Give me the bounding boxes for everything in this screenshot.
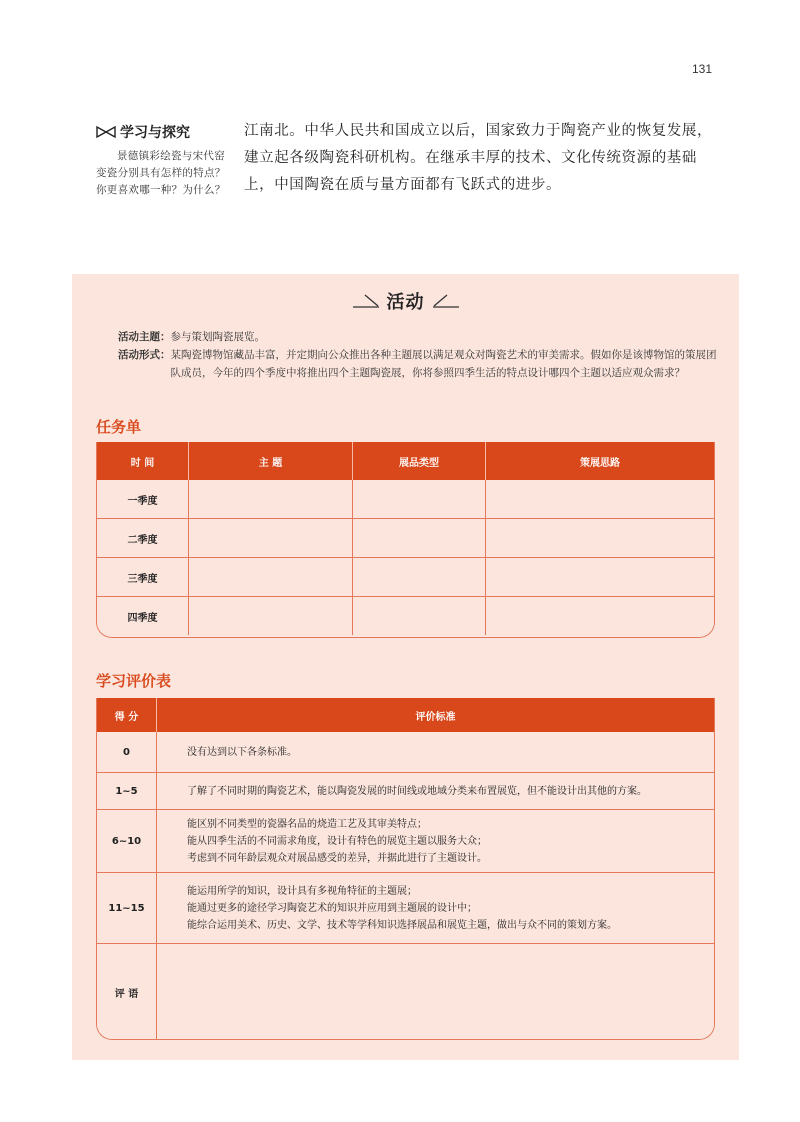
task-sheet-title: 任务单 [96, 418, 142, 436]
task-cell-exhibit-type[interactable] [353, 596, 486, 635]
task-table-header-row [97, 442, 714, 480]
task-row-quarter: 二季度 [97, 518, 189, 557]
task-row-quarter: 一季度 [97, 480, 189, 518]
task-cell-theme[interactable] [189, 596, 353, 635]
table-row [97, 809, 714, 872]
task-table [97, 442, 714, 635]
evaluation-header-score: 得 分 [97, 698, 157, 732]
evaluation-score: 1~5 [97, 772, 157, 809]
table-row [97, 557, 714, 596]
task-table-frame [96, 442, 715, 638]
evaluation-table-frame [96, 698, 715, 1040]
task-cell-curation-idea[interactable] [486, 596, 714, 635]
task-cell-theme[interactable] [189, 480, 353, 518]
table-row [97, 596, 714, 635]
criteria-line: 能通过更多的途径学习陶瓷艺术的知识并应用到主题展的设计中； [187, 902, 477, 914]
task-cell-curation-idea[interactable] [486, 518, 714, 557]
task-row-quarter: 三季度 [97, 557, 189, 596]
task-cell-curation-idea[interactable] [486, 480, 714, 518]
evaluation-criteria [157, 772, 714, 809]
sidenote [96, 122, 226, 199]
activity-theme-row [118, 328, 718, 346]
task-header-curation-idea: 策展思路 [486, 442, 714, 480]
table-row [97, 480, 714, 518]
activity-heading [72, 288, 739, 314]
bowtie-icon [96, 126, 116, 138]
page-number: 131 [691, 62, 712, 76]
criteria-line: 能运用所学的知识，设计具有多视角特征的主题展； [187, 885, 417, 897]
sidenote-title-text: 学习与探究 [120, 125, 190, 141]
task-cell-theme[interactable] [189, 557, 353, 596]
evaluation-score: 11~15 [97, 872, 157, 943]
activity-panel [72, 274, 739, 1060]
activity-form-row [118, 346, 718, 382]
activity-theme-text: 参与策划陶瓷展览。 [170, 331, 265, 343]
task-header-exhibit-type: 展品类型 [353, 442, 486, 480]
task-cell-curation-idea[interactable] [486, 557, 714, 596]
activity-theme-label: 活动主题： [118, 331, 171, 343]
table-row [97, 772, 714, 809]
evaluation-comment-field[interactable] [157, 943, 714, 1040]
criteria-line: 能区别不同类型的瓷器名品的烧造工艺及其审美特点； [187, 818, 427, 830]
task-cell-exhibit-type[interactable] [353, 518, 486, 557]
criteria-line: 能从四季生活的不同需求角度，设计有特色的展览主题以服务大众； [187, 835, 487, 847]
evaluation-header-row [97, 698, 714, 732]
task-cell-exhibit-type[interactable] [353, 557, 486, 596]
table-row [97, 732, 714, 772]
body-paragraph: 江南北。中华人民共和国成立以后，国家致力于陶瓷产业的恢复发展，建立起各级陶瓷科研机构。在继承丰厚的技术、文化传统资源的基础上，中国陶瓷在质与量方面都有飞跃式的进步。 [244, 123, 713, 193]
table-row [97, 518, 714, 557]
task-header-theme: 主 题 [189, 442, 353, 480]
activity-form-label: 活动形式： [118, 349, 171, 361]
task-cell-exhibit-type[interactable] [353, 480, 486, 518]
task-header-time: 时 间 [97, 442, 189, 480]
criteria-line: 能综合运用美术、历史、文学、技术等学科知识选择展品和展览主题，做出与众不同的策划方案。 [187, 919, 617, 931]
criteria-line: 没有达到以下各条标准。 [187, 746, 297, 758]
evaluation-table [97, 698, 714, 1040]
task-row-quarter: 四季度 [97, 596, 189, 635]
evaluation-criteria [157, 732, 714, 772]
sidenote-title [96, 122, 226, 142]
criteria-line: 考虑到不同年龄层观众对展品感受的差异，并据此进行了主题设计。 [187, 852, 487, 864]
heading-right-ornament-icon [431, 292, 461, 310]
evaluation-header-criteria: 评价标准 [157, 698, 714, 732]
activity-heading-text: 活动 [386, 292, 425, 313]
table-row [97, 872, 714, 943]
table-row [97, 943, 714, 1040]
evaluation-criteria [157, 809, 714, 872]
criteria-line: 了解了不同时期的陶瓷艺术，能以陶瓷发展的时间线或地域分类来布置展览，但不能设计出其他的方案。 [187, 785, 647, 797]
heading-left-ornament-icon [351, 292, 381, 310]
sidenote-body: 景德镇彩绘瓷与宋代窑变瓷分别具有怎样的特点？你更喜欢哪一种？为什么？ [96, 150, 226, 196]
evaluation-score-comment-label: 评 语 [97, 943, 157, 1040]
evaluation-score: 6~10 [97, 809, 157, 872]
evaluation-criteria [157, 872, 714, 943]
evaluation-score: 0 [97, 732, 157, 772]
activity-meta [118, 328, 718, 382]
task-cell-theme[interactable] [189, 518, 353, 557]
evaluation-title: 学习评价表 [96, 672, 172, 690]
activity-form-text: 某陶瓷博物馆藏品丰富，并定期向公众推出各种主题展以满足观众对陶瓷艺术的审美需求。假如你是该博物馆的策展团队成员，今年的四个季度中将推出四个主题陶瓷展，你将参照四季生活的特点设计哪四个主题以适应观众需求？ [170, 349, 717, 379]
